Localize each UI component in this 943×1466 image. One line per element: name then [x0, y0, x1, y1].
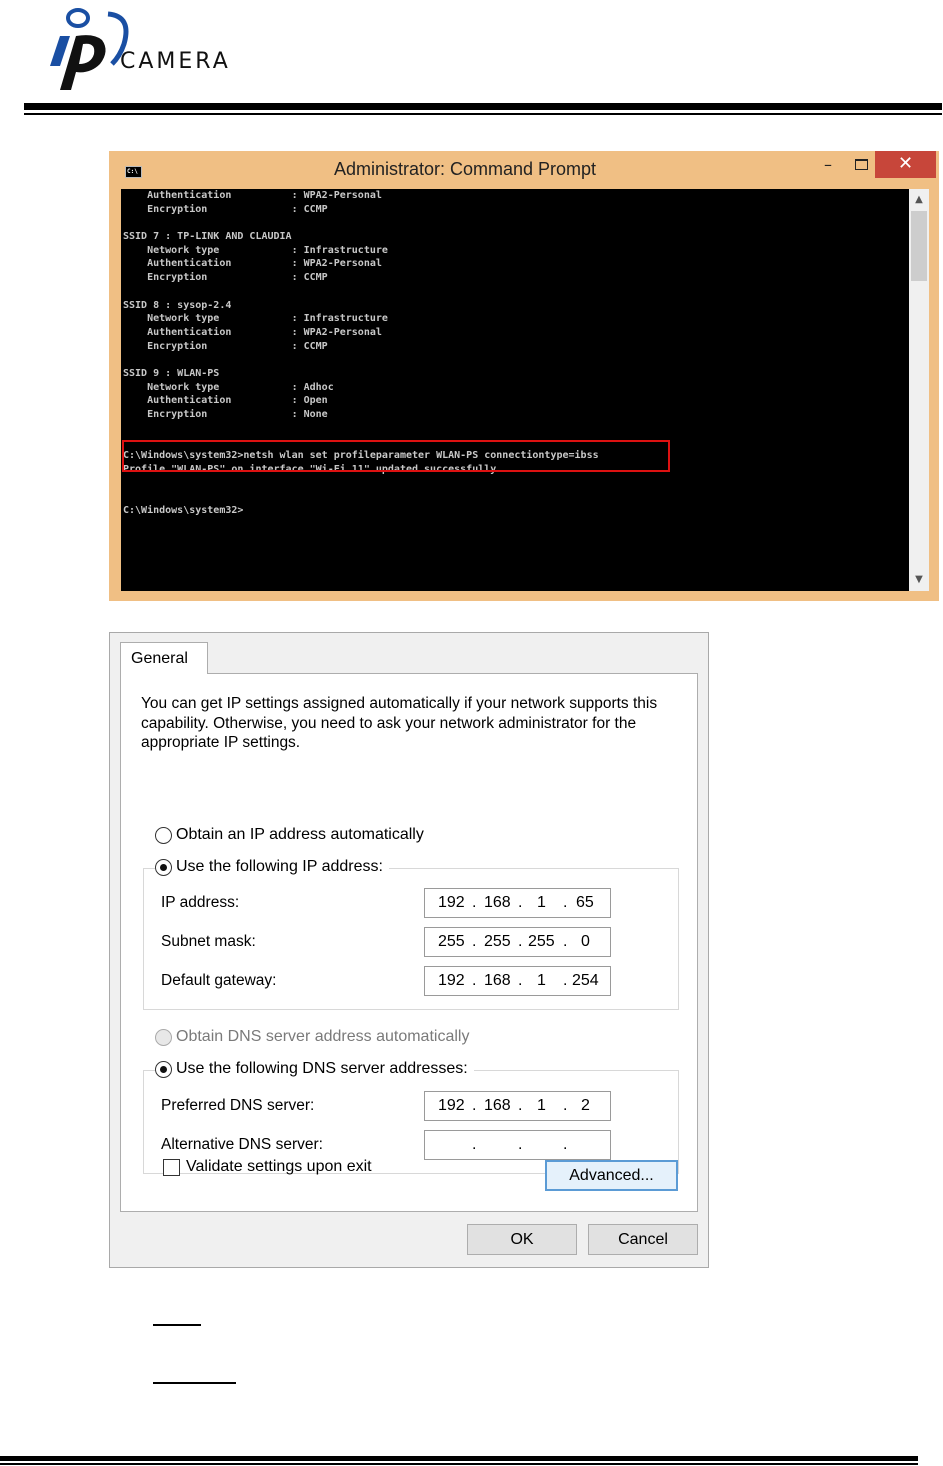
scroll-thumb[interactable]	[911, 211, 927, 281]
validate-settings-checkbox[interactable]	[163, 1158, 372, 1176]
radio-label: Obtain DNS server address automatically	[176, 1028, 470, 1045]
radio-selected-icon	[155, 1061, 172, 1078]
general-panel	[120, 673, 698, 1212]
console-line: C:\Windows\system32>	[123, 504, 244, 516]
radio-selected-icon	[155, 859, 172, 876]
scroll-up-arrow-icon[interactable]: ▲	[915, 194, 923, 205]
ipv4-properties-dialog	[109, 632, 709, 1268]
radio-obtain-ip-auto[interactable]	[155, 826, 424, 844]
scroll-down-arrow-icon[interactable]: ▼	[915, 574, 923, 585]
console-line: Profile "WLAN-PS" on interface "Wi-Fi 11" updated successfully.	[123, 463, 503, 475]
console-scrollbar[interactable]	[909, 189, 929, 591]
underline-mark	[153, 1324, 201, 1326]
radio-obtain-dns-auto	[155, 1028, 469, 1046]
alternative-dns-label: Alternative DNS server:	[161, 1136, 323, 1153]
header-rule-thick	[24, 103, 942, 110]
cmd-app-icon: C:\	[125, 166, 142, 178]
close-button[interactable]: ✕	[875, 151, 936, 178]
preferred-dns-input[interactable]: 192 . 168 . 1 . 2	[424, 1091, 611, 1121]
checkbox-label: Validate settings upon exit	[186, 1158, 372, 1175]
header-rule-thin	[24, 113, 942, 115]
intro-text: You can get IP settings assigned automatically if your network supports this capability. Otherwise, you need to ask your network administrator for the appropriate IP settings.	[141, 695, 658, 751]
ip-camera-logo	[40, 6, 310, 96]
console-line: Network type : Infrastructure	[123, 313, 388, 325]
radio-label: Use the following IP address:	[176, 858, 383, 875]
radio-use-following-dns[interactable]	[155, 1060, 474, 1078]
minimize-button[interactable]: –	[824, 155, 832, 174]
console-line: C:\Windows\system32>netsh wlan set profileparameter WLAN-PS connectiontype=ibss	[123, 450, 599, 462]
console-line: Encryption : CCMP	[123, 203, 328, 215]
console-line: Network type : Infrastructure	[123, 244, 388, 256]
footer-rule-thin	[0, 1463, 918, 1465]
alternative-dns-input[interactable]: . . .	[424, 1130, 611, 1160]
preferred-dns-label: Preferred DNS server:	[161, 1097, 315, 1114]
command-prompt-window	[109, 151, 939, 601]
maximize-icon	[855, 159, 868, 170]
console-line: Authentication : Open	[123, 395, 328, 407]
console-line: Encryption : CCMP	[123, 340, 328, 352]
console-line	[123, 353, 599, 367]
console-line	[123, 476, 599, 490]
radio-use-following-ip[interactable]	[155, 858, 389, 876]
console-line	[123, 490, 599, 504]
cmd-titlebar[interactable]	[109, 151, 939, 189]
console-line: Authentication : WPA2-Personal	[123, 190, 382, 201]
console-line: SSID 9 : WLAN-PS	[123, 367, 220, 379]
radio-label: Use the following DNS server addresses:	[176, 1060, 468, 1077]
console-output[interactable]	[121, 189, 909, 591]
console-line: Encryption : None	[123, 409, 328, 420]
console-line	[123, 285, 599, 299]
default-gateway-label: Default gateway:	[161, 972, 277, 989]
subnet-mask-label: Subnet mask:	[161, 933, 256, 950]
ip-address-label: IP address:	[161, 894, 240, 911]
console-line	[123, 422, 599, 436]
console-line	[123, 216, 599, 230]
console-line: Authentication : WPA2-Personal	[123, 258, 382, 270]
console-line: Encryption : CCMP	[123, 272, 328, 284]
advanced-button[interactable]: Advanced...	[545, 1160, 678, 1191]
console-line: SSID 8 : sysop-2.4	[123, 299, 232, 311]
ip-address-input[interactable]: 192 . 168 . 1 . 65	[424, 888, 611, 918]
subnet-mask-input[interactable]: 255 . 255 . 255 . 0	[424, 927, 611, 957]
underline-mark	[153, 1382, 236, 1384]
footer-rule-thick	[0, 1456, 918, 1461]
radio-label: Obtain an IP address automatically	[176, 826, 424, 843]
console-line: SSID 7 : TP-LINK AND CLAUDIA	[123, 231, 292, 243]
ok-button[interactable]: OK	[467, 1224, 577, 1255]
console-line: Network type : Adhoc	[123, 381, 334, 393]
cmd-window-title: Administrator: Command Prompt	[333, 159, 597, 179]
maximize-button[interactable]	[849, 153, 875, 175]
checkbox-icon	[163, 1159, 180, 1176]
default-gateway-input[interactable]: 192 . 168 . 1 . 254	[424, 966, 611, 996]
tab-general[interactable]: General	[120, 642, 208, 674]
radio-icon	[155, 827, 172, 844]
command-highlight-box	[122, 440, 670, 472]
cancel-button[interactable]: Cancel	[588, 1224, 698, 1255]
radio-disabled-icon	[155, 1029, 172, 1046]
svg-text:CAMERA: CAMERA	[120, 49, 231, 74]
console-line: Authentication : WPA2-Personal	[123, 326, 382, 338]
